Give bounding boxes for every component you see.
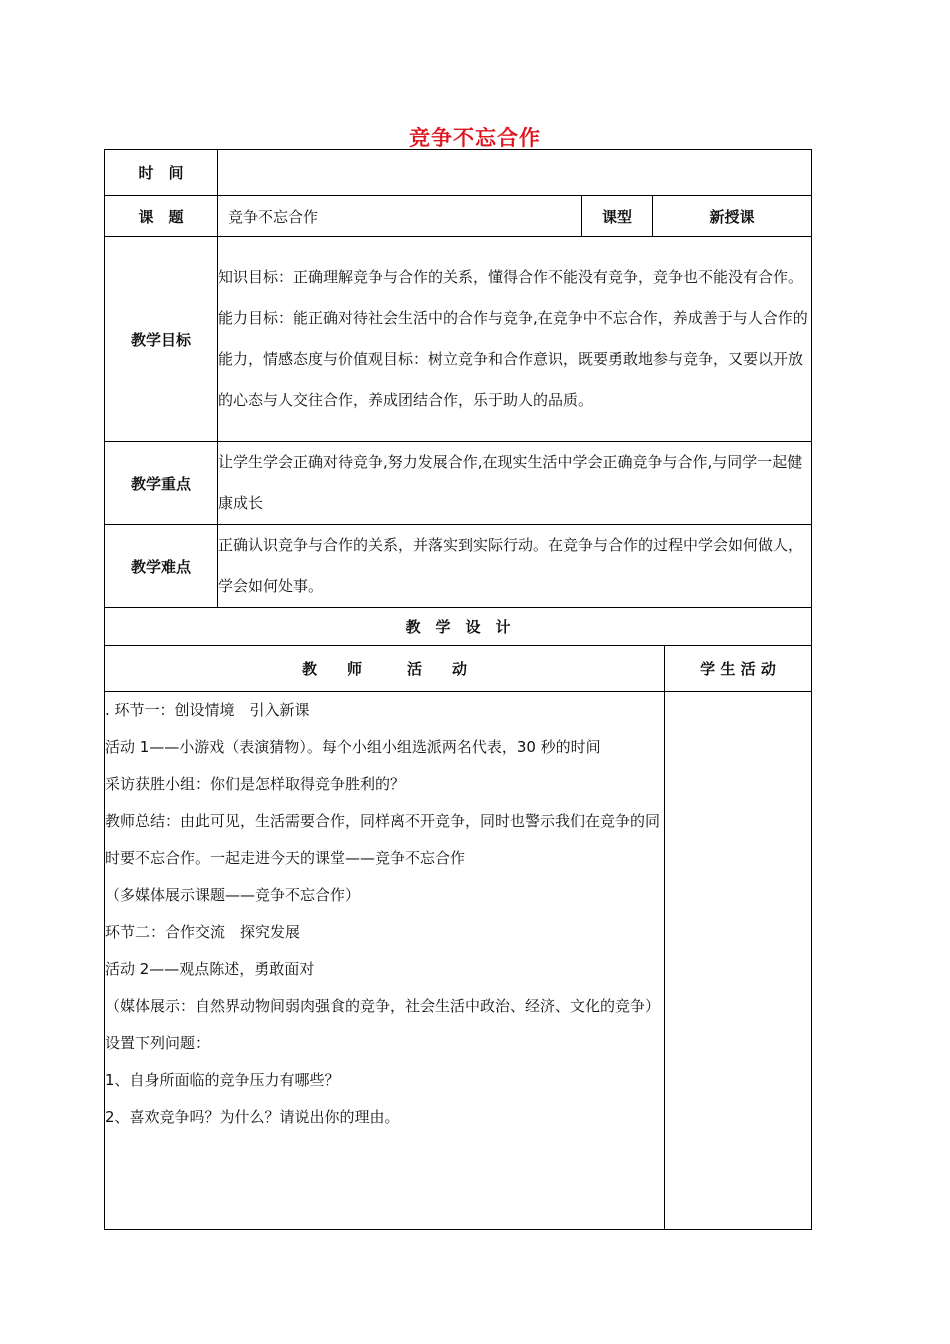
design-header: 教 学 设 计: [105, 608, 812, 646]
goals-label: 教学目标: [105, 237, 218, 442]
key-points-label: 教学重点: [105, 442, 218, 525]
activity-line: 1、自身所面临的竞争压力有哪些？: [105, 1071, 340, 1089]
teacher-activity-header: 教 师 活 动: [105, 646, 665, 692]
activity-line: 活动 2——观点陈述，勇敢面对: [105, 960, 315, 978]
activity-line: 活动 1——小游戏（表演猜物）。每个小组小组选派两名代表，30 秒的时间: [105, 738, 601, 756]
topic-value: 竞争不忘合作: [218, 196, 582, 237]
lesson-type-value: 新授课: [653, 196, 812, 237]
activity-line: 环节二：合作交流 探究发展: [105, 923, 301, 941]
student-activity-content: [665, 692, 812, 1230]
design-header-row: [105, 608, 812, 646]
activity-line: 采访获胜小组：你们是怎样取得竞争胜利的？: [105, 775, 406, 793]
goals-text: 知识目标：正确理解竞争与合作的关系，懂得合作不能没有竞争，竞争也不能没有合作。能力目标：能正确对待社会生活中的合作与竞争,在竞争中不忘合作，养成善于与人合作的能力，情感态度与价值观目标：树立竞争和合作意识，既要勇敢地参与竞争，又要以开放的心态与人交往合作，养成团结合作，乐于助人的品质。: [218, 237, 812, 442]
document-title: 竞争不忘合作: [409, 126, 541, 150]
activity-line: （多媒体展示课题——竞争不忘合作）: [105, 886, 361, 904]
activity-line: 设置下列问题：: [105, 1034, 211, 1052]
activity-header-row: [105, 646, 812, 692]
activity-line: （媒体展示：自然界动物间弱肉强食的竞争，社会生活中政治、经济、文化的竞争）: [105, 997, 661, 1015]
difficulty-row: [105, 525, 812, 608]
activity-line: . 环节一：创设情境 引入新课: [105, 701, 310, 719]
key-points-text: 让学生学会正确对待竞争,努力发展合作,在现实生活中学会正确竞争与合作,与同学一起健康成长: [218, 442, 812, 525]
time-value: [218, 150, 812, 196]
lesson-plan-table: [104, 149, 812, 1230]
activity-line: 2、喜欢竞争吗？为什么？请说出你的理由。: [105, 1108, 400, 1126]
time-label: 时 间: [105, 150, 218, 196]
student-activity-header: 学 生 活 动: [665, 646, 812, 692]
topic-row: [105, 196, 812, 237]
difficulty-label: 教学难点: [105, 525, 218, 608]
key-points-row: [105, 442, 812, 525]
lesson-type-label: 课型: [582, 196, 653, 237]
activity-row: [105, 692, 812, 1230]
activity-line: 教师总结：由此可见，生活需要合作，同样离不开竞争，同时也警示我们在竞争的同时要不忘合作。一起走进今天的课堂——竞争不忘合作: [105, 812, 661, 867]
difficulty-text: 正确认识竞争与合作的关系，并落实到实际行动。在竞争与合作的过程中学会如何做人，学会如何处事。: [218, 525, 812, 608]
goals-row: [105, 237, 812, 442]
teacher-activity-content: [105, 692, 665, 1230]
time-row: [105, 150, 812, 196]
topic-label: 课 题: [105, 196, 218, 237]
